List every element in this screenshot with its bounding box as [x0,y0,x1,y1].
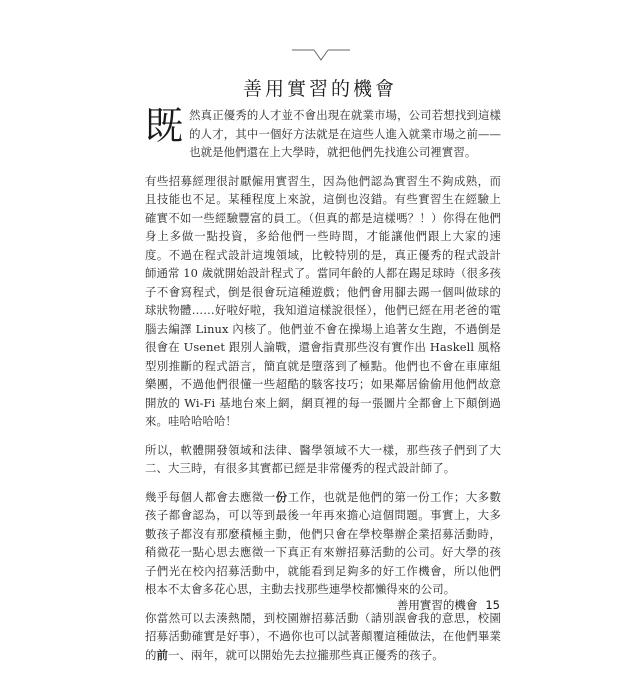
paragraph-2: 有些招募經理很討厭僱用實習生，因為他們認為實習生不夠成熟，而且技能也不足。某種程度上來說，這倒也沒錯。有些實習生在經驗上確實不如一些經驗豐富的員工。（但真的都是這樣嗎？！）你得在他們身上多做一點投資，多給他們一些時間，才能讓他們跟上大家的速度。不過在程式設計這塊領域，比較特別的是，真正優秀的程式設計師通常 10 歲就開始設計程式了。當同年齡的人都在踢足球時（很多孩子不會寫程式，倒是很會玩這種遊戲；他們會用腳去踢一個叫做球的球狀物體……好啦好啦，我知道這樣說很怪），他們已經在用老爸的電腦去編譯 Linux 內核了。他們並不會在操場上追著女生跑，不過倒是很會在 Usenet 跟別人論戰，還會指責那些沒有實作出 Haskell 風格型別推斷的程式語言，簡直就是墮落到了極點。他們也不會在車庫組樂團，不過他們很懂一些超酷的駭客技巧；如果鄰居偷偷用他們故意開放的 Wi-Fi 基地台來上網，網頁裡的每一張圖片全都會上下顛倒過來。哇哈哈哈哈！ [145,173,501,428]
page-number: 15 [485,598,500,612]
paragraph-5-text-a: 你當然可以去湊熱鬧，到校園辦招募活動（請別誤會我的意思，校園招募活動確實是好事），不過你也可以試著顛覆這種做法，在他們畢業的 [145,610,501,662]
running-title: 善用實習的機會 [396,598,478,612]
page-footer [397,597,500,613]
paragraph-4-text-a: 幾乎每個人都會去應徵一 [145,489,276,504]
body-text [145,106,501,674]
emphasis-text: 前 [156,647,168,662]
paragraph-3: 所以，軟體開發領域和法律、醫學領域不大一樣，那些孩子們到了大二、大三時，有很多其實都已經是非常優秀的程式設計師了。 [145,442,501,475]
page-title: 善用實習的機會 [242,78,397,100]
paragraph-1-text: 然真正優秀的人才並不會出現在就業市場，公司若想找到這樣的人才，其中一個好方法就是在這些人進入就業市場之前——也就是他們還在上大學時，就把他們先找進公司裡實習。 [189,108,501,159]
paragraph-1 [145,106,501,162]
chevron-ornament-icon [292,44,350,66]
paragraph-5-text-b: 一、兩年，就可以開始先去拉攏那些真正優秀的孩子。 [168,647,444,662]
paragraph-5 [145,609,501,665]
paragraph-4-text-b: 工作，也就是他們的第一份工作；大多數孩子都會認為，可以等到最後一年再來擔心這個問題。事實上，大多數孩子都沒有那麼積極主動，他們只會在學校舉辦企業招募活動時，稍微花一點心思去應徵一下真正有來辦招募活動的公司。好大學的孩子們光在校內招募活動中，就能看到足夠多的好工作機會，所以他們根本不太會多花心思，主動去找那些連學校都懶得來的公司。 [145,489,501,596]
emphasis-text: 份 [275,489,288,504]
dropcap: 既 [145,104,184,148]
paragraph-4 [145,488,501,599]
